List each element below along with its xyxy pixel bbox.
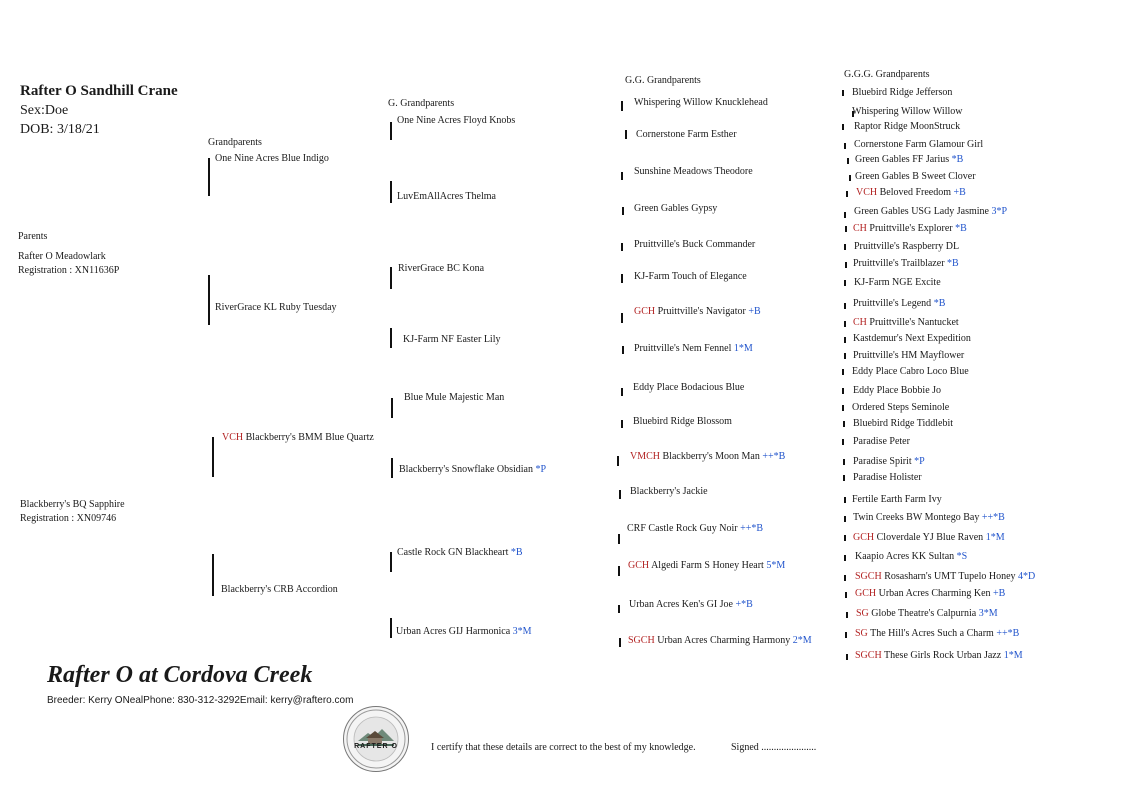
grandparents-bracket bbox=[212, 437, 214, 477]
animal-name-kj-farm-nf-easter-lily: KJ-Farm NF Easter Lily bbox=[403, 334, 501, 345]
animal-name-bluebird-ridge-jefferson: Bluebird Ridge Jefferson bbox=[852, 87, 953, 98]
ggg-grandparents-bracket bbox=[845, 632, 847, 638]
ggg-grandparents-bracket bbox=[842, 369, 844, 375]
animal-name-urban-acres-charming-ken: Urban Acres Charming Ken bbox=[878, 588, 991, 599]
animal-name-paradise-spirit: Paradise Spirit bbox=[853, 456, 912, 467]
ggg-grandparents-bracket bbox=[844, 337, 846, 343]
animal-name: Rafter O Sandhill Crane bbox=[20, 83, 178, 99]
ggg-grandparents-entry bbox=[852, 366, 969, 377]
title-prefix: CH bbox=[853, 317, 870, 328]
grandparents-bracket bbox=[208, 158, 210, 196]
animal-name-kj-farm-nge-excite: KJ-Farm NGE Excite bbox=[854, 277, 941, 288]
animal-name-blackberry-s-bmm-blue-quartz: Blackberry's BMM Blue Quartz bbox=[245, 432, 374, 443]
g-grandparents-bracket bbox=[390, 181, 392, 203]
g-grandparents-bracket bbox=[390, 618, 392, 638]
award-suffix: 1*M bbox=[1001, 650, 1023, 661]
animal-name-cornerstone-farm-esther: Cornerstone Farm Esther bbox=[636, 129, 737, 140]
award-suffix: 3*M bbox=[976, 608, 998, 619]
animal-name-pruittville-s-legend: Pruittville's Legend bbox=[853, 298, 932, 309]
g-grandparents-bracket bbox=[390, 122, 392, 140]
ggg-grandparents-entry bbox=[853, 436, 910, 447]
ggg-grandparents-entry bbox=[852, 402, 949, 413]
farm-name: Rafter O at Cordova Creek bbox=[47, 662, 313, 688]
title-prefix: SGCH bbox=[628, 635, 658, 646]
g-grandparents-entry bbox=[399, 464, 546, 475]
gg-grandparents-entry bbox=[627, 523, 763, 534]
animal-name-urban-acres-ken-s-gi-joe: Urban Acres Ken's GI Joe bbox=[629, 599, 733, 610]
ggg-grandparents-bracket bbox=[846, 612, 848, 618]
ggg-grandparents-bracket bbox=[842, 90, 844, 96]
animal-name-bluebird-ridge-tiddlebit: Bluebird Ridge Tiddlebit bbox=[853, 418, 954, 429]
title-prefix: GCH bbox=[853, 532, 877, 543]
ggg-grandparents-bracket bbox=[844, 555, 846, 561]
ggg-grandparents-bracket bbox=[842, 439, 844, 445]
award-suffix: 2*M bbox=[790, 635, 812, 646]
animal-name-rosasharn-s-umt-tupelo-honey: Rosasharn's UMT Tupelo Honey bbox=[884, 571, 1016, 582]
ggg-grandparents-entry bbox=[854, 139, 983, 150]
ggg-grandparents-bracket bbox=[842, 124, 844, 130]
dam-name: Blackberry's BQ Sapphire bbox=[20, 499, 125, 510]
title-prefix: VCH bbox=[222, 432, 246, 443]
ggg-grandparents-bracket bbox=[844, 353, 846, 359]
g-grandparents-bracket bbox=[391, 398, 393, 418]
animal-name-eddy-place-bodacious-blue: Eddy Place Bodacious Blue bbox=[633, 382, 745, 393]
ggg-grandparents-bracket bbox=[844, 321, 846, 327]
ggg-grandparents-entry bbox=[856, 608, 998, 619]
award-suffix: *B bbox=[944, 258, 959, 269]
gg-grandparents-entry bbox=[634, 343, 753, 354]
farm-logo bbox=[343, 706, 409, 772]
g-grandparents-bracket bbox=[390, 267, 392, 289]
g-grandparents-bracket bbox=[391, 458, 393, 478]
animal-name-paradise-peter: Paradise Peter bbox=[853, 436, 910, 447]
animal-name-whispering-willow-willow: Whispering Willow Willow bbox=[852, 106, 963, 117]
ggg-grandparents-entry bbox=[853, 385, 941, 396]
grandparents-entry bbox=[221, 584, 338, 595]
title-prefix: SGCH bbox=[855, 650, 884, 661]
ggg-grandparents-entry bbox=[855, 154, 963, 165]
award-suffix: 3*M bbox=[510, 626, 532, 637]
animal-name-twin-creeks-bw-montego-bay: Twin Creeks BW Montego Bay bbox=[853, 512, 980, 523]
ggg-grandparents-bracket bbox=[844, 244, 846, 250]
gg-grandparents-bracket bbox=[619, 638, 621, 647]
animal-name-cornerstone-farm-glamour-girl: Cornerstone Farm Glamour Girl bbox=[854, 139, 984, 150]
ggg-grandparents-entry bbox=[853, 472, 922, 483]
award-suffix: +B bbox=[990, 588, 1006, 599]
ggg-grandparents-entry bbox=[855, 588, 1005, 599]
ggg-grandparents-bracket bbox=[843, 459, 845, 465]
ggg-grandparents-entry bbox=[856, 187, 966, 198]
animal-name-the-hill-s-acres-such-a-charm: The Hill's Acres Such a Charm bbox=[870, 628, 994, 639]
ggg-grandparents-bracket bbox=[844, 535, 846, 541]
animal-name-eddy-place-bobbie-jo: Eddy Place Bobbie Jo bbox=[853, 385, 942, 396]
animal-name-pruittville-s-nantucket: Pruittville's Nantucket bbox=[869, 317, 959, 328]
ggg-grandparents-entry bbox=[855, 571, 1035, 582]
ggg-grandparents-bracket bbox=[849, 175, 851, 181]
animal-sex: Sex:Doe bbox=[20, 103, 69, 118]
animal-name-urban-acres-charming-harmony: Urban Acres Charming Harmony bbox=[657, 635, 791, 646]
logo-text: RAFTER O bbox=[354, 743, 398, 750]
breeder-contact: Breeder: Kerry ONealPhone: 830-312-3292Email: kerry@raftero.com bbox=[47, 695, 354, 706]
g-grandparents-bracket bbox=[390, 328, 392, 348]
certify-statement: I certify that these details are correct to the best of my knowledge. bbox=[431, 742, 696, 753]
award-suffix: *B bbox=[949, 154, 964, 165]
animal-name-blackberry-s-crb-accordion: Blackberry's CRB Accordion bbox=[221, 584, 338, 595]
g-grandparents-bracket bbox=[390, 552, 392, 572]
ggg-grandparents-entry bbox=[853, 317, 959, 328]
animal-name-rivergrace-kl-ruby-tuesday: RiverGrace KL Ruby Tuesday bbox=[215, 302, 337, 313]
animal-name-whispering-willow-knucklehead: Whispering Willow Knucklehead bbox=[634, 97, 768, 108]
header-parents: Parents bbox=[18, 231, 48, 242]
animal-name-pruittville-s-nem-fennel: Pruittville's Nem Fennel bbox=[634, 343, 732, 354]
sire-registration: Registration : XN11636P bbox=[18, 265, 120, 276]
animal-name-eddy-place-cabro-loco-blue: Eddy Place Cabro Loco Blue bbox=[852, 366, 969, 377]
ggg-grandparents-entry bbox=[853, 350, 964, 361]
animal-name-green-gables-ff-jarius: Green Gables FF Jarius bbox=[855, 154, 950, 165]
title-prefix: CH bbox=[853, 223, 870, 234]
header-ggg-grandparents: G.G.G. Grandparents bbox=[844, 69, 930, 80]
animal-name-green-gables-gypsy: Green Gables Gypsy bbox=[634, 203, 718, 214]
gg-grandparents-entry bbox=[630, 451, 785, 462]
animal-name-algedi-farm-s-honey-heart: Algedi Farm S Honey Heart bbox=[651, 560, 764, 571]
award-suffix: *P bbox=[911, 456, 925, 467]
gg-grandparents-entry bbox=[634, 271, 747, 282]
animal-name-blackberry-s-moon-man: Blackberry's Moon Man bbox=[662, 451, 760, 462]
animal-name-blue-mule-majestic-man: Blue Mule Majestic Man bbox=[404, 392, 505, 403]
header-grandparents: Grandparents bbox=[208, 137, 262, 148]
gg-grandparents-bracket bbox=[621, 101, 623, 111]
award-suffix: *B bbox=[931, 298, 946, 309]
animal-name-green-gables-usg-lady-jasmine: Green Gables USG Lady Jasmine bbox=[854, 206, 989, 217]
animal-name-kastdemur-s-next-expedition: Kastdemur's Next Expedition bbox=[853, 333, 971, 344]
ggg-grandparents-entry bbox=[853, 298, 945, 309]
animal-name-pruittville-s-explorer: Pruittville's Explorer bbox=[869, 223, 953, 234]
ggg-grandparents-entry bbox=[855, 628, 1019, 639]
ggg-grandparents-bracket bbox=[844, 143, 846, 149]
g-grandparents-entry bbox=[398, 263, 484, 274]
gg-grandparents-bracket bbox=[621, 420, 623, 428]
animal-name-rivergrace-bc-kona: RiverGrace BC Kona bbox=[398, 263, 485, 274]
ggg-grandparents-entry bbox=[853, 223, 967, 234]
ggg-grandparents-entry bbox=[853, 258, 959, 269]
gg-grandparents-entry bbox=[630, 486, 708, 497]
ggg-grandparents-entry bbox=[855, 551, 967, 562]
gg-grandparents-bracket bbox=[618, 605, 620, 613]
title-prefix: GCH bbox=[634, 306, 658, 317]
award-suffix: +B bbox=[951, 187, 966, 198]
animal-name-crf-castle-rock-guy-noir: CRF Castle Rock Guy Noir bbox=[627, 523, 738, 534]
animal-name-blackberry-s-snowflake-obsidian: Blackberry's Snowflake Obsidian bbox=[399, 464, 533, 475]
gg-grandparents-bracket bbox=[619, 490, 621, 499]
ggg-grandparents-entry bbox=[854, 277, 941, 288]
award-suffix: 1*M bbox=[731, 343, 753, 354]
title-prefix: SGCH bbox=[855, 571, 885, 582]
title-prefix: SG bbox=[856, 608, 872, 619]
grandparents-entry bbox=[222, 432, 374, 443]
award-suffix: *B bbox=[508, 547, 523, 558]
animal-name-globe-theatre-s-calpurnia: Globe Theatre's Calpurnia bbox=[871, 608, 977, 619]
ggg-grandparents-bracket bbox=[844, 497, 846, 503]
grandparents-entry bbox=[215, 302, 337, 313]
animal-name-pruittville-s-navigator: Pruittville's Navigator bbox=[657, 306, 746, 317]
award-suffix: 4*D bbox=[1015, 571, 1036, 582]
animal-name-cloverdale-yj-blue-raven: Cloverdale YJ Blue Raven bbox=[876, 532, 984, 543]
ggg-grandparents-entry bbox=[853, 333, 971, 344]
gg-grandparents-bracket bbox=[621, 313, 623, 323]
ggg-grandparents-bracket bbox=[843, 421, 845, 427]
gg-grandparents-bracket bbox=[622, 207, 624, 215]
ggg-grandparents-bracket bbox=[844, 575, 846, 581]
ggg-grandparents-entry bbox=[854, 121, 960, 132]
animal-name-pruittville-s-raspberry-dl: Pruittville's Raspberry DL bbox=[854, 241, 960, 252]
gg-grandparents-bracket bbox=[621, 172, 623, 180]
ggg-grandparents-entry bbox=[853, 418, 953, 429]
animal-name-urban-acres-gij-harmonica: Urban Acres GIJ Harmonica bbox=[396, 626, 511, 637]
animal-name-raptor-ridge-moonstruck: Raptor Ridge MoonStruck bbox=[854, 121, 961, 132]
ggg-grandparents-entry bbox=[852, 106, 962, 117]
ggg-grandparents-entry bbox=[853, 532, 1005, 543]
award-suffix: *P bbox=[533, 464, 547, 475]
ggg-grandparents-bracket bbox=[843, 475, 845, 481]
ggg-grandparents-entry bbox=[855, 650, 1023, 661]
ggg-grandparents-bracket bbox=[845, 262, 847, 268]
animal-name-luvemallacres-thelma: LuvEmAllAcres Thelma bbox=[397, 191, 496, 202]
g-grandparents-entry bbox=[404, 392, 504, 403]
award-suffix: +*B bbox=[733, 599, 753, 610]
ggg-grandparents-bracket bbox=[846, 191, 848, 197]
ggg-grandparents-entry bbox=[853, 456, 925, 467]
animal-name-these-girls-rock-urban-jazz: These Girls Rock Urban Jazz bbox=[884, 650, 1002, 661]
g-grandparents-entry bbox=[396, 626, 532, 637]
ggg-grandparents-bracket bbox=[846, 654, 848, 660]
gg-grandparents-entry bbox=[634, 97, 768, 108]
gg-grandparents-entry bbox=[634, 239, 755, 250]
gg-grandparents-bracket bbox=[622, 346, 624, 354]
header-gg-grandparents: G.G. Grandparents bbox=[625, 75, 701, 86]
g-grandparents-entry bbox=[397, 115, 515, 126]
animal-name-fertile-earth-farm-ivy: Fertile Earth Farm Ivy bbox=[852, 494, 942, 505]
animal-dob: DOB: 3/18/21 bbox=[20, 122, 100, 137]
title-prefix: SG bbox=[855, 628, 871, 639]
g-grandparents-entry bbox=[397, 191, 496, 202]
gg-grandparents-entry bbox=[634, 203, 717, 214]
animal-name-pruittville-s-hm-mayflower: Pruittville's HM Mayflower bbox=[853, 350, 965, 361]
gg-grandparents-entry bbox=[633, 382, 744, 393]
header-g-grandparents: G. Grandparents bbox=[388, 98, 455, 109]
title-prefix: VCH bbox=[856, 187, 880, 198]
gg-grandparents-entry bbox=[628, 560, 785, 571]
title-prefix: GCH bbox=[628, 560, 652, 571]
animal-name-castle-rock-gn-blackheart: Castle Rock GN Blackheart bbox=[397, 547, 509, 558]
g-grandparents-entry bbox=[403, 334, 501, 345]
animal-name-one-nine-acres-floyd-knobs: One Nine Acres Floyd Knobs bbox=[397, 115, 516, 126]
animal-name-bluebird-ridge-blossom: Bluebird Ridge Blossom bbox=[633, 416, 732, 427]
award-suffix: 3*P bbox=[988, 206, 1008, 217]
gg-grandparents-entry bbox=[628, 635, 812, 646]
gg-grandparents-entry bbox=[636, 129, 737, 140]
animal-name-pruittville-s-trailblazer: Pruittville's Trailblazer bbox=[853, 258, 945, 269]
animal-name-green-gables-b-sweet-clover: Green Gables B Sweet Clover bbox=[855, 171, 976, 182]
ggg-grandparents-entry bbox=[852, 87, 952, 98]
award-suffix: ++*B bbox=[979, 512, 1005, 523]
ggg-grandparents-bracket bbox=[847, 158, 849, 164]
ggg-grandparents-bracket bbox=[844, 212, 846, 218]
dam-registration: Registration : XN09746 bbox=[20, 513, 117, 524]
award-suffix: ++*B bbox=[993, 628, 1020, 639]
ggg-grandparents-bracket bbox=[844, 516, 846, 522]
gg-grandparents-bracket bbox=[617, 456, 619, 466]
animal-name-beloved-freedom: Beloved Freedom bbox=[879, 187, 951, 198]
animal-name-paradise-holister: Paradise Holister bbox=[853, 472, 922, 483]
ggg-grandparents-bracket bbox=[845, 226, 847, 232]
g-grandparents-entry bbox=[397, 547, 523, 558]
award-suffix: *S bbox=[954, 551, 968, 562]
signature-line: Signed ...................... bbox=[731, 742, 817, 753]
gg-grandparents-entry bbox=[634, 166, 753, 177]
ggg-grandparents-entry bbox=[853, 512, 1005, 523]
animal-name-kaapio-acres-kk-sultan: Kaapio Acres KK Sultan bbox=[855, 551, 955, 562]
grandparents-bracket bbox=[208, 275, 210, 325]
ggg-grandparents-entry bbox=[852, 494, 942, 505]
animal-name-one-nine-acres-blue-indigo: One Nine Acres Blue Indigo bbox=[215, 153, 329, 164]
award-suffix: 5*M bbox=[763, 560, 786, 571]
ggg-grandparents-entry bbox=[854, 241, 959, 252]
gg-grandparents-entry bbox=[634, 306, 761, 317]
ggg-grandparents-entry bbox=[854, 206, 1007, 217]
ggg-grandparents-bracket bbox=[842, 388, 844, 394]
ggg-grandparents-bracket bbox=[844, 303, 846, 309]
animal-name-pruittville-s-buck-commander: Pruittville's Buck Commander bbox=[634, 239, 756, 250]
animal-name-blackberry-s-jackie: Blackberry's Jackie bbox=[630, 486, 708, 497]
ggg-grandparents-bracket bbox=[844, 280, 846, 286]
gg-grandparents-bracket bbox=[618, 566, 620, 576]
sire-name: Rafter O Meadowlark bbox=[18, 251, 106, 262]
award-suffix: *B bbox=[952, 223, 967, 234]
animal-name-sunshine-meadows-theodore: Sunshine Meadows Theodore bbox=[634, 166, 753, 177]
animal-name-ordered-steps-seminole: Ordered Steps Seminole bbox=[852, 402, 950, 413]
grandparents-entry bbox=[215, 153, 329, 164]
gg-grandparents-bracket bbox=[618, 534, 620, 544]
grandparents-bracket bbox=[212, 554, 214, 596]
gg-grandparents-entry bbox=[633, 416, 732, 427]
ggg-grandparents-bracket bbox=[845, 592, 847, 598]
ggg-grandparents-bracket bbox=[842, 405, 844, 411]
award-suffix: ++*B bbox=[737, 523, 764, 534]
gg-grandparents-bracket bbox=[621, 274, 623, 283]
gg-grandparents-bracket bbox=[621, 243, 623, 251]
animal-name-kj-farm-touch-of-elegance: KJ-Farm Touch of Elegance bbox=[634, 271, 747, 282]
gg-grandparents-bracket bbox=[621, 388, 623, 396]
award-suffix: +B bbox=[745, 306, 761, 317]
award-suffix: 1*M bbox=[983, 532, 1005, 543]
farm-logo-icon bbox=[344, 707, 408, 771]
gg-grandparents-bracket bbox=[625, 130, 627, 139]
award-suffix: ++*B bbox=[759, 451, 786, 462]
ggg-grandparents-entry bbox=[855, 171, 976, 182]
title-prefix: GCH bbox=[855, 588, 879, 599]
title-prefix: VMCH bbox=[630, 451, 663, 462]
gg-grandparents-entry bbox=[629, 599, 753, 610]
